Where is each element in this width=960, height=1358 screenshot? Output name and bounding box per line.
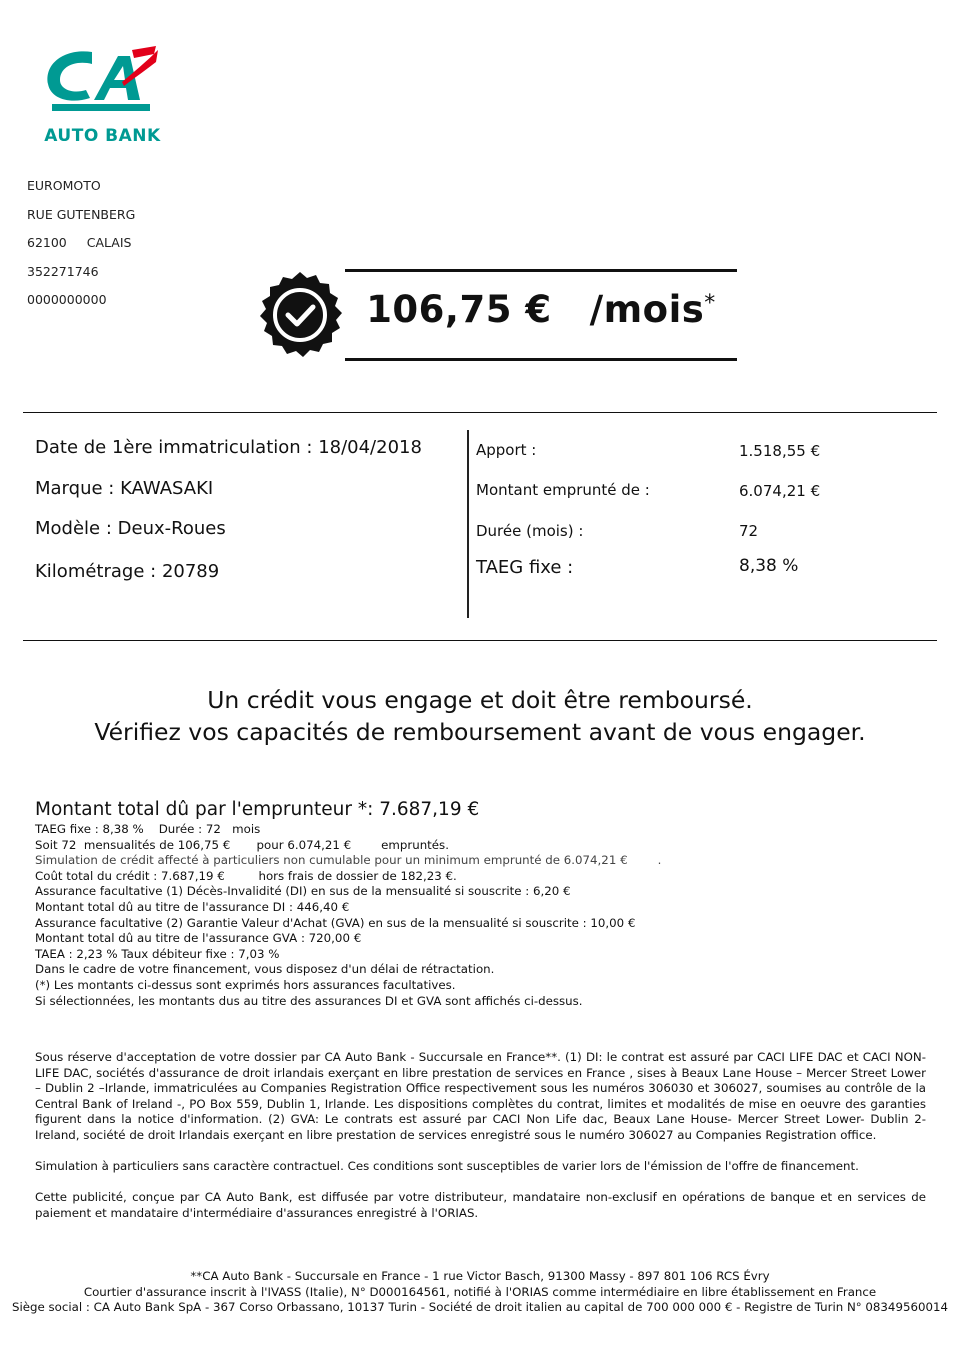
summary-line: Dans le cadre de votre financement, vous disposez d'un délai de rétractation. [35, 962, 495, 977]
footer-line: **CA Auto Bank - Succursale en France - 1 rue Victor Basch, 91300 Massy - 897 801 106 RCS Évry [190, 1269, 770, 1283]
section-divider [23, 412, 937, 413]
deposit-label: Apport : [476, 441, 537, 459]
summary-line: TAEA : 2,23 % Taux débiteur fixe : 7,03 % [35, 946, 280, 961]
registration-row [35, 437, 422, 458]
summary-line: (*) Les montants ci-dessus sont exprimés hors assurances facultatives. [35, 977, 456, 992]
banner-bottom-rule [345, 358, 737, 361]
column-divider [467, 430, 469, 618]
summary-line: Montant total dû au titre de l'assurance GVA : 720,00 € [35, 931, 362, 946]
borrowed-label: Montant emprunté de : [476, 481, 650, 499]
check-badge-icon [254, 270, 346, 362]
dealer-city: CALAIS [86, 235, 132, 250]
dealer-street: RUE GUTENBERG [27, 206, 136, 222]
mileage-label: Kilométrage : [35, 561, 157, 582]
summary-line: Montant total dû au titre de l'assurance DI : 446,40 € [35, 899, 350, 914]
mileage-row [35, 561, 219, 582]
model-row [35, 518, 226, 539]
legal-paragraph: Cette publicité, conçue par CA Auto Bank, est diffusée par votre distributeur, mandataire non-exclusif en opérations de banque et en services de paiement et mandataire d'intermédiaire d'assurances enregistré à l'ORIAS. [35, 1190, 926, 1220]
deposit-value: 1.518,55 € [739, 442, 821, 460]
legal-paragraph: Sous réserve d'acceptation de votre dossier par CA Auto Bank - Succursale en France**. (1) DI: le contrat est assuré par CACI LIFE DAC et CACI NON-LIFE DAC, sociétés d'assurance de droit irlandais exerçant en libre prestation de services en France , sises à Beaux Lane House – Mercer Street Lower – Dublin 2 –Irlande, immatriculées au Companies Registration Office respectivement sous les numéros 306030 et 306027, soumises au contrôle de la Central Bank of Ireland -, PO Box 559, Dublin 1, Irlande. Les dispositions complètes du contrat, limites et modalités de mise en oeuvre des garanties figurent dans la notice d'information. (2) GVA: Le contrats est assuré par CACI Non Life dac, Beaux Lane House- Mercer Street Lower- Dublin 2- Ireland, société de droit Irlandais exerçant en libre prestation de services enregistré sous le numéro 306027 au Companies Registration office. [35, 1050, 926, 1142]
monthly-period: /mois [589, 288, 705, 331]
warning-line-1: Un crédit vous engage et doit être remboursé. [207, 686, 753, 714]
monthly-price [345, 288, 737, 331]
registration-label: Date de 1ère immatriculation : [35, 437, 313, 458]
footer-line: Courtier d'assurance inscrit à l'IVASS (Italie), N° D000164561, notifié à l'ORIAS comme intermédiaire en libre établissement en France [83, 1284, 877, 1299]
footer-line: Siège social : CA Auto Bank SpA - 367 Corso Orbassano, 10137 Turin - Société de droit italien au capital de 700 000 000 € - Registre de Turin N° 08349560014 [12, 1300, 948, 1315]
dealer-postcode: 62100 [27, 235, 67, 250]
dealer-city-line [27, 229, 135, 258]
summary-line: TAEG fixe : 8,38 % Durée : 72 mois [35, 822, 261, 836]
summary-line: Si sélectionnées, les montants dus au titre des assurances DI et GVA sont affichés ci-dessus. [35, 993, 583, 1008]
total-due-value: 7.687,19 € [379, 799, 480, 820]
mileage-value: 20789 [161, 561, 220, 582]
total-due [35, 799, 479, 820]
summary-line: Assurance facultative (1) Décès-Invalidité (DI) en sus de la mensualité si souscrite : 6,20 € [35, 884, 571, 899]
borrowed-value: 6.074,21 € [739, 482, 821, 500]
price-asterisk: * [704, 291, 716, 316]
dealer-id: 0000000000 [27, 292, 107, 307]
dealer-name: EUROMOTO [27, 178, 101, 193]
brand-label: Marque : [35, 478, 115, 499]
brand-row [35, 478, 213, 499]
logo-text: AUTO BANK [44, 126, 161, 146]
section-divider [23, 640, 937, 641]
model-label: Modèle : [35, 518, 112, 539]
legal-paragraph: Simulation à particuliers sans caractère contractuel. Ces conditions sont susceptibles de varier lors de l'émission de l'offre de financement. [35, 1159, 859, 1173]
registration-value: 18/04/2018 [318, 437, 422, 458]
summary-details [35, 822, 661, 1009]
footer [0, 1269, 960, 1316]
ca-logo-icon [30, 42, 175, 132]
summary-line: Soit 72 mensualités de 106,75 € pour 6.074,21 € empruntés. [35, 837, 449, 852]
summary-line: Coût total du crédit : 7.687,19 € hors frais de dossier de 182,23 €. [35, 868, 457, 883]
legal-warning [0, 684, 960, 748]
warning-line-2: Vérifiez vos capacités de remboursement avant de vous engager. [94, 718, 866, 746]
duration-value: 72 [739, 522, 759, 540]
summary-line: Simulation de crédit affecté à particuliers non cumulable pour un minimum emprunté de 6.074,21 € . [35, 853, 662, 868]
brand-value: KAWASAKI [120, 478, 214, 499]
duration-label: Durée (mois) : [476, 522, 584, 540]
summary-line: Assurance facultative (2) Garantie Valeur d'Achat (GVA) en sus de la mensualité si souscrite : 10,00 € [35, 915, 636, 930]
model-value: Deux-Roues [117, 518, 226, 539]
total-due-label: Montant total dû par l'emprunteur *: [35, 799, 374, 820]
dealer-phone: 352271746 [27, 263, 99, 279]
taeg-value: 8,38 % [739, 556, 799, 576]
dealer-address [27, 172, 135, 315]
taeg-label: TAEG fixe : [476, 557, 574, 578]
monthly-amount: 106,75 € [366, 288, 552, 331]
banner-top-rule [345, 269, 737, 272]
